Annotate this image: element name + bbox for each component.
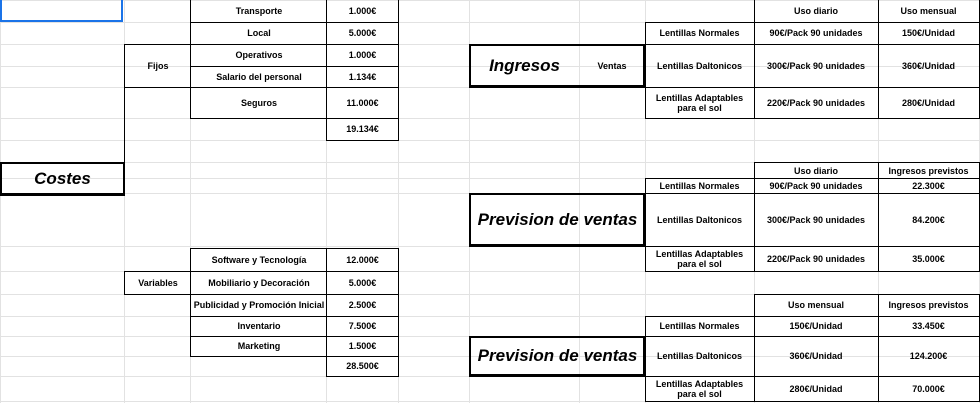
- prevision1-product[interactable]: Lentillas Adaptables para el sol: [655, 248, 744, 269]
- fijos-item-value[interactable]: 5.000€: [348, 28, 377, 38]
- prevision1-header-income[interactable]: Ingresos previstos: [888, 165, 969, 176]
- prevision2-header-usage[interactable]: Uso mensual: [787, 300, 845, 310]
- ingresos-header-monthly[interactable]: Uso mensual: [900, 6, 957, 16]
- variables-item-name[interactable]: Software y Tecnología: [211, 254, 307, 265]
- cell-border: [326, 376, 399, 377]
- gridline-horizontal: [0, 140, 980, 141]
- prevision2-title[interactable]: Prevision de ventas: [477, 346, 638, 365]
- variables-item-name[interactable]: Mobiliario y Decoración: [208, 277, 310, 288]
- prevision2-usage[interactable]: 280€/Unidad: [789, 383, 843, 394]
- variables-item-value[interactable]: 2.500€: [348, 300, 377, 310]
- ingresos-sub-label[interactable]: Ventas: [597, 60, 627, 71]
- cell-border: [645, 401, 980, 402]
- prevision2-income[interactable]: 70.000€: [912, 383, 945, 394]
- prevision2-income[interactable]: 124.200€: [909, 351, 948, 361]
- variables-item-value[interactable]: 5.000€: [348, 277, 377, 288]
- fijos-item-name[interactable]: Local: [247, 28, 271, 38]
- selected-cell[interactable]: [0, 0, 123, 22]
- fijos-item-name[interactable]: Salario del personal: [216, 71, 302, 82]
- variables-item-name[interactable]: Inventario: [237, 321, 281, 331]
- cell-border: [326, 140, 399, 141]
- fijos-item-value[interactable]: 1.134€: [348, 71, 377, 82]
- variables-item-value[interactable]: 12.000€: [346, 254, 379, 265]
- cell-border: [0, 195, 125, 196]
- prevision1-income[interactable]: 84.200€: [912, 214, 945, 225]
- prevision1-product[interactable]: Lentillas Normales: [659, 180, 740, 191]
- ingresos-daily[interactable]: 90€/Pack 90 unidades: [769, 28, 863, 38]
- cell-border: [124, 87, 191, 88]
- prevision2-header-income[interactable]: Ingresos previstos: [888, 300, 969, 310]
- prevision1-usage[interactable]: 220€/Pack 90 unidades: [766, 253, 866, 264]
- ingresos-title[interactable]: Ingresos: [489, 55, 560, 75]
- fijos-item-value[interactable]: 11.000€: [346, 97, 379, 108]
- prevision1-header-usage[interactable]: Uso diario: [793, 165, 838, 176]
- ingresos-monthly[interactable]: 280€/Unidad: [901, 97, 956, 108]
- fijos-label[interactable]: Fijos: [147, 60, 169, 71]
- variables-label[interactable]: Variables: [138, 277, 178, 288]
- cell-border: [645, 271, 980, 272]
- cell-border: [398, 0, 399, 141]
- fijos-item-name[interactable]: Seguros: [240, 97, 277, 108]
- prevision1-income[interactable]: 35.000€: [912, 253, 945, 264]
- variables-item-name[interactable]: Publicidad y Promoción Inicial: [193, 300, 325, 310]
- cell-border: [645, 118, 980, 119]
- fijos-item-value[interactable]: 1.000€: [348, 6, 377, 16]
- ingresos-monthly[interactable]: 360€/Unidad: [901, 60, 956, 71]
- prevision1-income[interactable]: 22.300€: [912, 180, 945, 191]
- prevision1-product[interactable]: Lentillas Daltonicos: [656, 214, 743, 225]
- fijos-total[interactable]: 19.134€: [346, 124, 379, 134]
- prevision2-usage[interactable]: 150€/Unidad: [789, 321, 843, 331]
- variables-item-value[interactable]: 1.500€: [348, 341, 377, 351]
- prevision2-product[interactable]: Lentillas Normales: [659, 321, 740, 331]
- prevision2-income[interactable]: 33.450€: [912, 321, 945, 331]
- variables-item-value[interactable]: 7.500€: [348, 321, 377, 331]
- cell-border: [469, 246, 646, 247]
- ingresos-daily[interactable]: 300€/Pack 90 unidades: [766, 60, 866, 71]
- prevision2-product[interactable]: Lentillas Daltonicos: [656, 351, 743, 361]
- costes-title[interactable]: Costes: [34, 168, 91, 188]
- ingresos-daily[interactable]: 220€/Pack 90 unidades: [766, 97, 866, 108]
- ingresos-monthly[interactable]: 150€/Unidad: [901, 28, 956, 38]
- prevision1-usage[interactable]: 300€/Pack 90 unidades: [766, 214, 866, 225]
- fijos-item-name[interactable]: Operativos: [235, 50, 283, 60]
- cell-border: [469, 87, 646, 88]
- prevision1-title[interactable]: Prevision de ventas: [477, 209, 638, 229]
- ingresos-product[interactable]: Lentillas Adaptables para el sol: [655, 92, 744, 113]
- cell-border: [469, 376, 646, 377]
- prevision2-usage[interactable]: 360€/Unidad: [789, 351, 843, 361]
- ingresos-product[interactable]: Lentillas Normales: [659, 28, 740, 38]
- fijos-item-name[interactable]: Transporte: [235, 6, 283, 16]
- variables-item-name[interactable]: Marketing: [237, 341, 281, 351]
- ingresos-product[interactable]: Lentillas Daltonicos: [656, 60, 743, 71]
- prevision1-usage[interactable]: 90€/Pack 90 unidades: [769, 180, 863, 191]
- prevision2-product[interactable]: Lentillas Adaptables para el sol: [655, 378, 744, 399]
- variables-total[interactable]: 28.500€: [346, 361, 379, 371]
- ingresos-header-daily[interactable]: Uso diario: [793, 6, 838, 16]
- fijos-item-value[interactable]: 1.000€: [348, 50, 377, 60]
- gridline-vertical: [0, 0, 1, 403]
- cell-border: [124, 294, 191, 295]
- cell-border: [398, 248, 399, 377]
